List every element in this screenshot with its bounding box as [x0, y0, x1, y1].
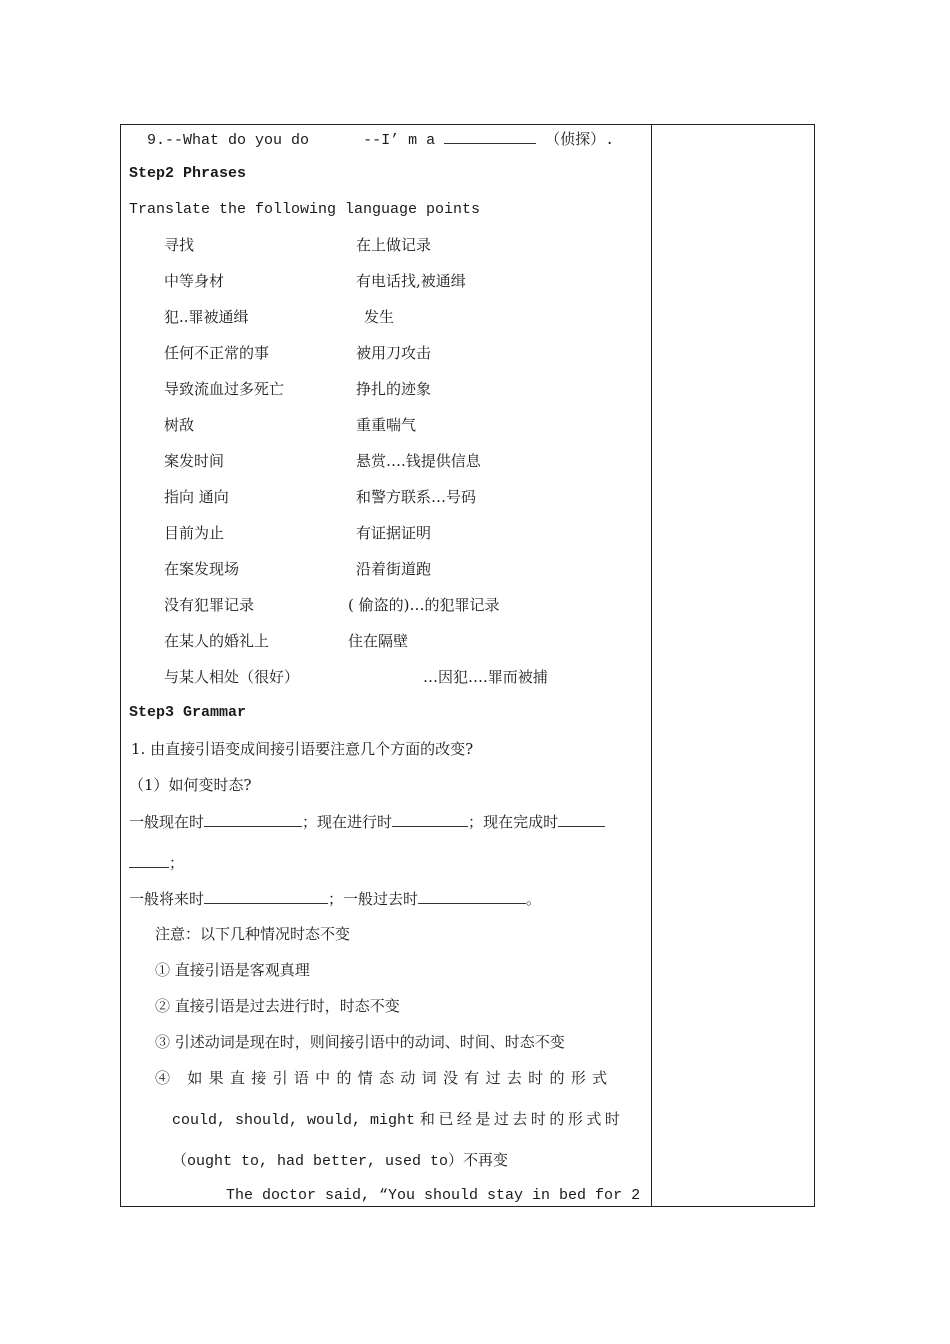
phrase-left: 案发时间 [164, 452, 225, 470]
separator: ； [302, 813, 318, 831]
separator: ； [169, 854, 185, 872]
note: 注意：以下几种情况时态不变 [155, 925, 351, 943]
phrase-right: 挣扎的迹象 [356, 380, 432, 398]
example-sentence: The doctor said, “You should stay in bed for 2 [226, 1187, 641, 1204]
note-item-4-line3 [172, 1151, 508, 1171]
phrase-right: ( 偷盗的)…的犯罪记录 [348, 596, 500, 614]
phrase-left: 中等身材 [164, 272, 225, 290]
grammar-question-1: 1. 由直接引语变成间接引语要注意几个方面的改变? [131, 740, 474, 758]
phrase-right: 重重喘气 [356, 416, 417, 434]
separator: ； [468, 813, 484, 831]
blank-progressive[interactable] [392, 812, 468, 827]
q9-number: 9. [147, 132, 166, 149]
question-9 [147, 129, 614, 150]
phrase-left: 寻找 [164, 236, 195, 254]
phrase-right: 在上做记录 [356, 236, 432, 254]
phrase-right: 沿着街道跑 [356, 560, 432, 578]
blank-present[interactable] [204, 812, 302, 827]
separator: 。 [526, 890, 542, 908]
blank-perfect-cont[interactable] [129, 853, 169, 868]
tense-present: 一般现在时 [129, 813, 205, 831]
note-item-1: ① 直接引语是客观真理 [155, 961, 310, 979]
phrase-left: 没有犯罪记录 [164, 596, 255, 614]
phrase-left: 指向 通向 [164, 488, 229, 506]
grammar-sub-1: （1）如何变时态? [129, 776, 252, 794]
blank-future[interactable] [204, 889, 328, 904]
phrase-left: 目前为止 [164, 524, 225, 542]
phrase-right: 悬赏….钱提供信息 [356, 452, 481, 470]
blank-past[interactable] [418, 889, 526, 904]
phrase-left: 导致流血过多死亡 [164, 380, 285, 398]
note-item-4-tail: 和已经是过去时的形式时 [419, 1110, 624, 1128]
note-item-2: ② 直接引语是过去进行时，时态不变 [155, 997, 400, 1015]
phrase-right: 发生 [364, 308, 395, 326]
blank-perfect[interactable] [558, 812, 605, 827]
separator: ； [328, 890, 344, 908]
tense-line-2 [129, 889, 541, 908]
column-divider [651, 124, 652, 1207]
step2-instruction: Translate the following language points [129, 201, 481, 218]
phrase-left: 在案发现场 [164, 560, 240, 578]
phrase-right: 有证据证明 [356, 524, 432, 542]
phrase-right: 有电话找,被通缉 [356, 272, 466, 290]
q9-text2: --I’ m a [363, 132, 436, 149]
tense-line-1-cont [129, 853, 184, 872]
phrase-right: 和警方联系…号码 [356, 488, 477, 506]
phrase-right: 住在隔壁 [348, 632, 409, 650]
q9-hint: （侦探）. [545, 132, 615, 149]
tense-present-perfect: 现在完成时 [483, 813, 559, 831]
phrase-right: 被用刀攻击 [356, 344, 432, 362]
tense-future: 一般将来时 [129, 890, 205, 908]
tense-past: 一般过去时 [343, 890, 419, 908]
exceptions: （ought to, had better, used to）不再变 [172, 1153, 509, 1170]
q9-blank[interactable] [444, 129, 536, 144]
q9-text1: --What do you do [165, 132, 310, 149]
tense-present-progressive: 现在进行时 [317, 813, 393, 831]
step3-title: Step3 Grammar [129, 704, 247, 721]
phrase-left: 树敌 [164, 416, 195, 434]
phrase-left: 与某人相处（很好） [164, 668, 300, 686]
phrase-left: 在某人的婚礼上 [164, 632, 270, 650]
step2-title: Step2 Phrases [129, 165, 247, 182]
phrase-right: …因犯….罪而被捕 [423, 668, 548, 686]
note-item-4: ④ 如果直接引语中的情态动词没有过去时的形式 [155, 1069, 614, 1087]
tense-line-1 [129, 812, 605, 831]
note-item-4-line2 [172, 1110, 623, 1130]
note-item-3: ③ 引述动词是现在时，则间接引语中的动词、时间、时态不变 [155, 1033, 565, 1051]
modal-verbs: could, should, would, might [172, 1112, 416, 1129]
phrase-left: 犯..罪被通缉 [164, 308, 249, 326]
phrase-left: 任何不正常的事 [164, 344, 270, 362]
